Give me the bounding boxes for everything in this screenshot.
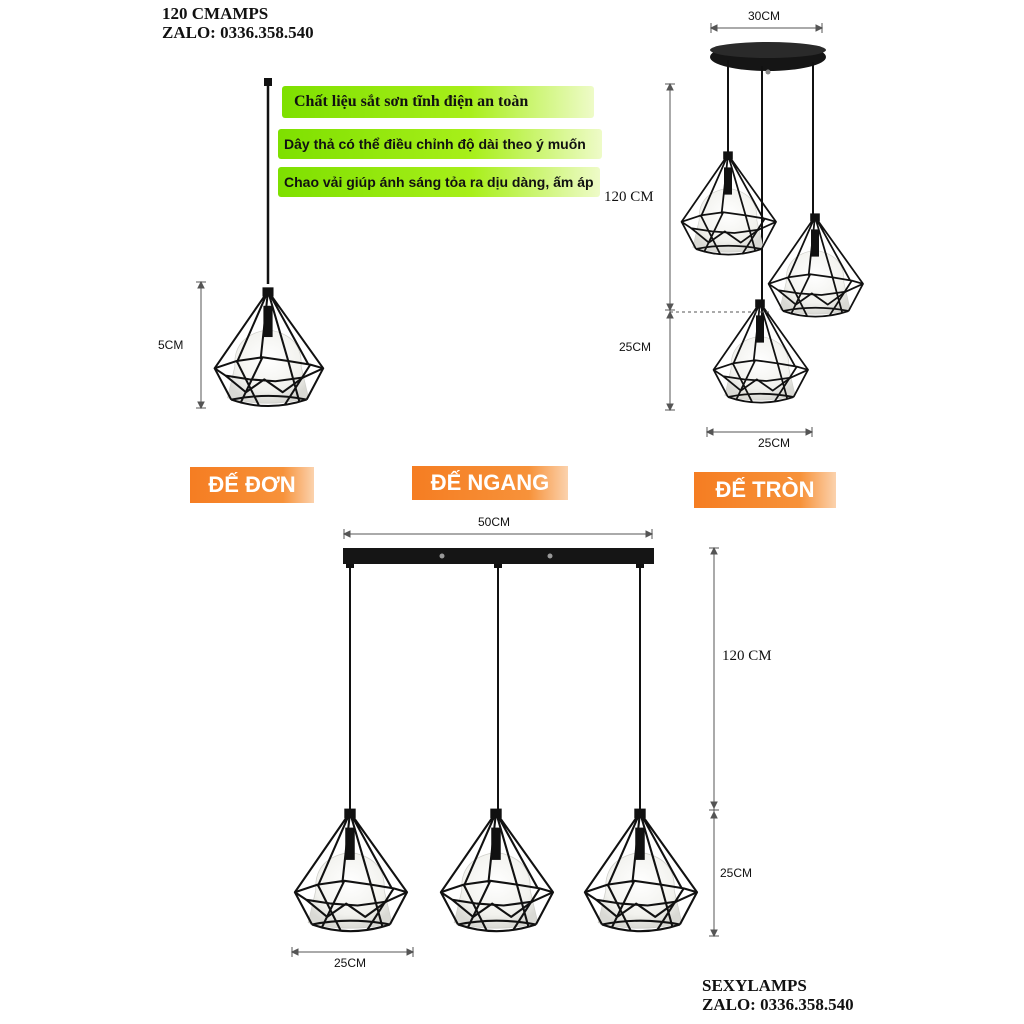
- bar-width-label: 50CM: [478, 515, 511, 529]
- bar-ceiling-canopy-icon: [343, 548, 654, 564]
- feature-banner-adjustable-cord: Dây thả có thể điều chỉnh độ dài theo ý muốn: [278, 129, 602, 159]
- single-height-dimension-line: [196, 282, 206, 408]
- brand-footer-zalo: ZALO: 0336.358.540: [702, 995, 854, 1014]
- badge-round-base: ĐẾ TRÒN: [694, 472, 836, 508]
- badge-single-base: ĐẾ ĐƠN: [190, 467, 314, 503]
- bar-cord-length-label: 120 CM: [722, 648, 772, 664]
- brand-header-line1: 120 CMAMPS: [162, 4, 269, 23]
- bar-shade-height-label: 25CM: [720, 866, 753, 880]
- round-shade-width-label: 25CM: [758, 436, 791, 450]
- diamond-cage-pendant-lamp-icon: [215, 287, 324, 406]
- brand-footer: [702, 976, 854, 1014]
- single-height-label: 5CM: [158, 338, 184, 352]
- bar-shade-width-label: 25CM: [334, 956, 367, 970]
- round-base-width-label: 30CM: [748, 9, 781, 23]
- bar-base-lamp: [295, 548, 697, 931]
- round-base-lamp: [682, 42, 863, 403]
- feature-banner-fabric-shade: Chao vải giúp ánh sáng tỏa ra dịu dàng, ấm áp: [278, 167, 600, 197]
- single-lamp: [215, 78, 324, 406]
- feature-banner-material: Chất liệu sắt sơn tĩnh điện an toàn: [282, 86, 594, 118]
- brand-header-zalo: ZALO: 0336.358.540: [162, 23, 314, 42]
- round-cord-length-label: 120 CM: [604, 189, 654, 205]
- badge-bar-base: ĐẾ NGANG: [412, 466, 568, 500]
- round-shade-height-label: 25CM: [619, 340, 652, 354]
- brand-footer-name: SEXYLAMPS: [702, 976, 807, 995]
